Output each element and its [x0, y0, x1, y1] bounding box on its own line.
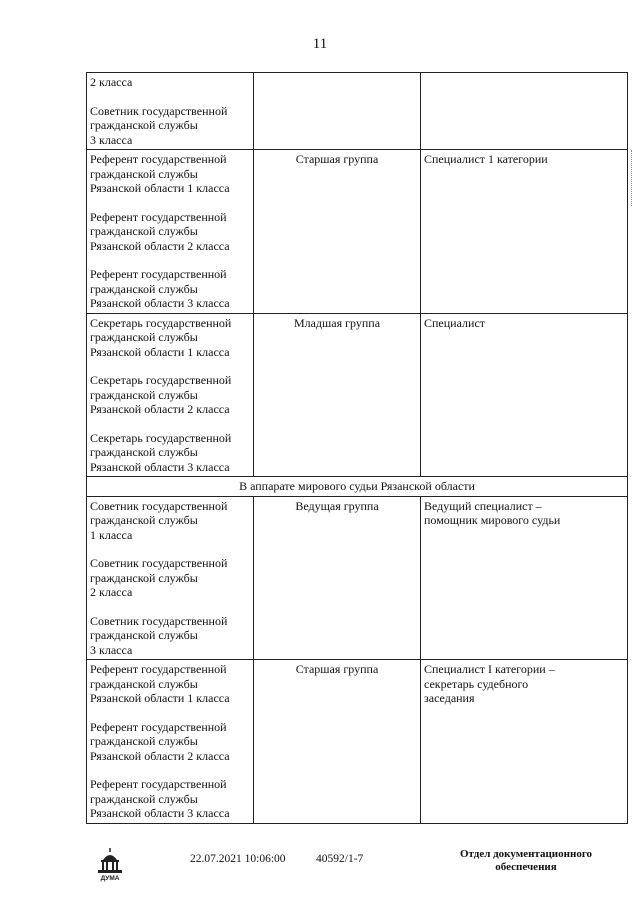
- rank-entry: Референт государственной гражданской службы Рязанской области 2 класса: [90, 719, 230, 763]
- table-row: [87, 73, 628, 150]
- rank-entry: Референт государственной гражданской службы Рязанской области 1 класса: [90, 152, 230, 195]
- page-number: 11: [312, 36, 328, 52]
- position-cell: Специалист: [421, 313, 628, 477]
- rank-entry: Референт государственной гражданской службы Рязанской области 2 класса: [90, 209, 230, 253]
- group-cell: Старшая группа: [254, 150, 421, 314]
- table-row: [87, 496, 628, 660]
- footer-doc-number: 40592/1-7: [316, 853, 364, 865]
- rank-cell: [87, 660, 254, 824]
- footer-department: Отдел документационного обеспечения: [459, 848, 593, 873]
- logo-text: ДУМА: [100, 875, 120, 882]
- rank-cell: [87, 150, 254, 314]
- duma-logo-icon: [94, 846, 126, 882]
- scan-mark: [631, 150, 636, 206]
- rank-entry: Советник государственной гражданской службы 1 класса: [90, 498, 228, 542]
- rank-entry: Советник государственной гражданской службы 2 класса: [90, 556, 228, 599]
- table-row: [87, 150, 628, 314]
- rank-entry: Секретарь государственной гражданской службы Рязанской области 2 класса: [90, 373, 232, 416]
- rank-entry: Секретарь государственной гражданской службы Рязанской области 3 класса: [90, 430, 232, 474]
- group-cell: Младшая группа: [254, 313, 421, 477]
- group-cell: Ведущая группа: [254, 496, 421, 660]
- section-heading: В аппарате мирового судьи Рязанской области: [87, 477, 628, 497]
- table-row: [87, 660, 628, 824]
- rank-cell: [87, 313, 254, 477]
- position-cell: [421, 73, 628, 150]
- position-cell: Специалист I категории – секретарь судебного заседания: [421, 660, 628, 824]
- footer-datetime: 22.07.2021 10:06:00: [190, 853, 286, 865]
- positions-table: [86, 72, 628, 824]
- rank-entry: Референт государственной гражданской службы Рязанской области 3 класса: [90, 777, 230, 820]
- group-cell: Старшая группа: [254, 660, 421, 824]
- position-cell: Специалист 1 категории: [421, 150, 628, 314]
- rank-entry: Советник государственной гражданской службы 3 класса: [90, 613, 228, 657]
- rank-cell: [87, 73, 254, 150]
- rank-entry: 2 класса: [90, 75, 133, 89]
- rank-entry: Секретарь государственной гражданской службы Рязанской области 1 класса: [90, 315, 232, 359]
- rank-entry: Советник государственной гражданской службы 3 класса: [90, 103, 228, 147]
- group-cell: [254, 73, 421, 150]
- position-cell: Ведущий специалист – помощник мирового судьи: [421, 496, 628, 660]
- rank-entry: Референт государственной гражданской службы Рязанской области 3 класса: [90, 267, 230, 310]
- section-row: [87, 477, 628, 497]
- rank-entry: Референт государственной гражданской службы Рязанской области 1 класса: [90, 662, 230, 705]
- table-row: [87, 313, 628, 477]
- rank-cell: [87, 496, 254, 660]
